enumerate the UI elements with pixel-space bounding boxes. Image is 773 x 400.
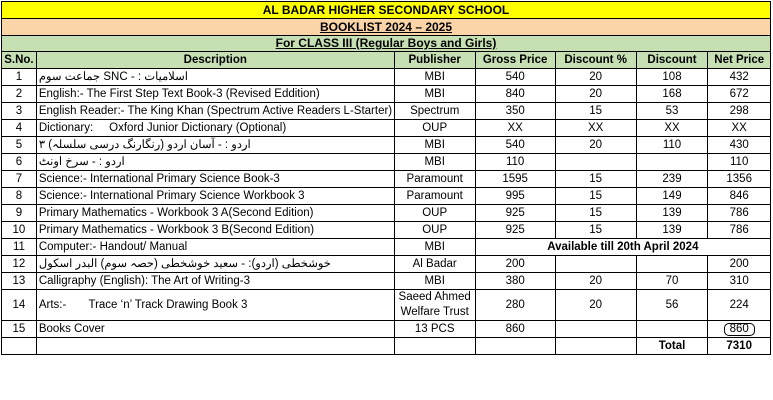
row-description: Calligraphy (English): The Art of Writing-3	[36, 273, 394, 290]
row-sno: 5	[2, 137, 37, 154]
row-description: Primary Mathematics - Workbook 3 A(Second Edition)	[36, 205, 394, 222]
table-row	[2, 154, 771, 171]
row-publisher: MBI	[394, 239, 475, 256]
row-publisher: OUP	[394, 222, 475, 239]
row-gross-price: 280	[475, 290, 555, 321]
row-description: Computer:- Handout/ Manual	[36, 239, 394, 256]
row-publisher: MBI	[394, 137, 475, 154]
row-publisher: MBI	[394, 86, 475, 103]
row-publisher: MBI	[394, 154, 475, 171]
row-net-price: 432	[708, 69, 771, 86]
row-gross-price: 995	[475, 188, 555, 205]
row-publisher: Paramount	[394, 171, 475, 188]
row-discount	[636, 154, 708, 171]
row-discount: 139	[636, 205, 708, 222]
row-discount-pct: 20	[555, 273, 636, 290]
table-row	[2, 205, 771, 222]
total-empty-desc	[36, 338, 394, 355]
row-publisher: MBI	[394, 273, 475, 290]
table-row	[2, 120, 771, 137]
row-discount: 139	[636, 222, 708, 239]
school-name: AL BADAR HIGHER SECONDARY SCHOOL	[2, 2, 771, 19]
row-discount: 70	[636, 273, 708, 290]
row-discount: 168	[636, 86, 708, 103]
row-gross-price: 350	[475, 103, 555, 120]
row-publisher: Paramount	[394, 188, 475, 205]
row-publisher: MBI	[394, 69, 475, 86]
row-description: Dictionary: Oxford Junior Dictionary (Optional)	[36, 120, 394, 137]
table-row	[2, 103, 771, 120]
row-net-price: 786	[708, 222, 771, 239]
availability-note: Available till 20th April 2024	[475, 239, 770, 256]
row-sno: 14	[2, 290, 37, 321]
row-description: Science:- International Primary Science Book-3	[36, 171, 394, 188]
table-row	[2, 256, 771, 273]
header-sno: S.No.	[2, 52, 37, 69]
row-description: خوشخطی (اردو): - سعید خوشخطی (حصہ سوم) البدر اسکول	[36, 256, 394, 273]
row-discount	[636, 256, 708, 273]
row-description: اردو : - آسان اردو (رنگارنگ درسی سلسلہ) ۳	[36, 137, 394, 154]
table-row	[2, 239, 771, 256]
booklist-table	[1, 1, 771, 355]
row-sno: 12	[2, 256, 37, 273]
row-sno: 4	[2, 120, 37, 137]
publisher-line-1: Saeed Ahmed	[398, 291, 471, 303]
row-discount-pct: XX	[555, 120, 636, 137]
row-discount: 239	[636, 171, 708, 188]
header-discount: Discount	[636, 52, 708, 69]
row-sno: 8	[2, 188, 37, 205]
row-discount-pct: 15	[555, 205, 636, 222]
class-label: For CLASS III (Regular Boys and Girls)	[2, 36, 771, 52]
row-sno: 13	[2, 273, 37, 290]
table-row	[2, 321, 771, 338]
row-description: English Reader:- The King Khan (Spectrum Active Readers L-Starter)	[36, 103, 394, 120]
row-description: Arts:- Trace ‘n’ Track Drawing Book 3	[36, 290, 394, 321]
total-value: 7310	[708, 338, 771, 355]
row-discount	[636, 321, 708, 338]
header-description: Description	[36, 52, 394, 69]
row-discount-pct	[555, 256, 636, 273]
table-row	[2, 69, 771, 86]
row-gross-price: 860	[475, 321, 555, 338]
row-gross-price: 540	[475, 69, 555, 86]
table-row	[2, 290, 771, 321]
header-publisher: Publisher	[394, 52, 475, 69]
row-sno: 1	[2, 69, 37, 86]
row-discount-pct: 20	[555, 86, 636, 103]
row-discount: 56	[636, 290, 708, 321]
row-gross-price: 110	[475, 154, 555, 171]
row-sno: 2	[2, 86, 37, 103]
header-net-price: Net Price	[708, 52, 771, 69]
row-discount: XX	[636, 120, 708, 137]
row-gross-price: XX	[475, 120, 555, 137]
row-discount-pct: 15	[555, 188, 636, 205]
table-row	[2, 171, 771, 188]
row-description: English:- The First Step Text Book-3 (Revised Eddition)	[36, 86, 394, 103]
row-gross-price: 200	[475, 256, 555, 273]
table-row	[2, 188, 771, 205]
row-gross-price: 380	[475, 273, 555, 290]
row-discount: 110	[636, 137, 708, 154]
row-discount-pct: 20	[555, 137, 636, 154]
header-discount-pct: Discount %	[555, 52, 636, 69]
row-discount-pct: 15	[555, 222, 636, 239]
table-row	[2, 137, 771, 154]
row-discount-pct: 20	[555, 290, 636, 321]
table-row	[2, 222, 771, 239]
row-net-price: 1356	[708, 171, 771, 188]
row-publisher: OUP	[394, 120, 475, 137]
row-discount: 149	[636, 188, 708, 205]
total-empty-sno	[2, 338, 37, 355]
total-empty-gross	[475, 338, 555, 355]
row-discount: 53	[636, 103, 708, 120]
row-publisher	[394, 290, 475, 321]
row-net-price: 110	[708, 154, 771, 171]
row-net-price: 298	[708, 103, 771, 120]
row-net-price: 786	[708, 205, 771, 222]
row-sno: 9	[2, 205, 37, 222]
row-net-price: 200	[708, 256, 771, 273]
row-gross-price: 925	[475, 205, 555, 222]
row-net-price: 672	[708, 86, 771, 103]
total-label: Total	[636, 338, 708, 355]
header-gross-price: Gross Price	[475, 52, 555, 69]
booklist-title: BOOKLIST 2024 – 2025	[2, 19, 771, 36]
table-row	[2, 273, 771, 290]
row-description: Books Cover	[36, 321, 394, 338]
row-discount-pct: 15	[555, 103, 636, 120]
row-sno: 3	[2, 103, 37, 120]
row-discount-pct: 15	[555, 171, 636, 188]
row-discount-pct	[555, 154, 636, 171]
row-publisher: Spectrum	[394, 103, 475, 120]
row-description: اردو : - سرخ اونٹ	[36, 154, 394, 171]
row-gross-price: 840	[475, 86, 555, 103]
row-net-price: 846	[708, 188, 771, 205]
row-net-price: 224	[708, 290, 771, 321]
row-sno: 11	[2, 239, 37, 256]
row-net-price: 430	[708, 137, 771, 154]
row-gross-price: 1595	[475, 171, 555, 188]
row-discount-pct	[555, 321, 636, 338]
row-sno: 15	[2, 321, 37, 338]
publisher-line-2: Welfare Trust	[400, 306, 469, 318]
row-publisher: OUP	[394, 205, 475, 222]
row-discount: 108	[636, 69, 708, 86]
row-net-price: XX	[708, 120, 771, 137]
row-publisher: Al Badar	[394, 256, 475, 273]
cover-net-price: 860	[724, 323, 755, 336]
row-discount-pct: 20	[555, 69, 636, 86]
total-empty-pub	[394, 338, 475, 355]
total-empty-dpct	[555, 338, 636, 355]
row-net-price	[708, 321, 771, 338]
row-description: Primary Mathematics - Workbook 3 B(Second Edition)	[36, 222, 394, 239]
row-description: اسلامیات : - SNC جماعت سوم	[36, 69, 394, 86]
row-description: Science:- International Primary Science Workbook 3	[36, 188, 394, 205]
total-row	[2, 338, 771, 355]
table-row	[2, 86, 771, 103]
row-sno: 7	[2, 171, 37, 188]
row-gross-price: 925	[475, 222, 555, 239]
row-sno: 6	[2, 154, 37, 171]
row-gross-price: 540	[475, 137, 555, 154]
row-publisher: 13 PCS	[394, 321, 475, 338]
row-net-price: 310	[708, 273, 771, 290]
row-sno: 10	[2, 222, 37, 239]
